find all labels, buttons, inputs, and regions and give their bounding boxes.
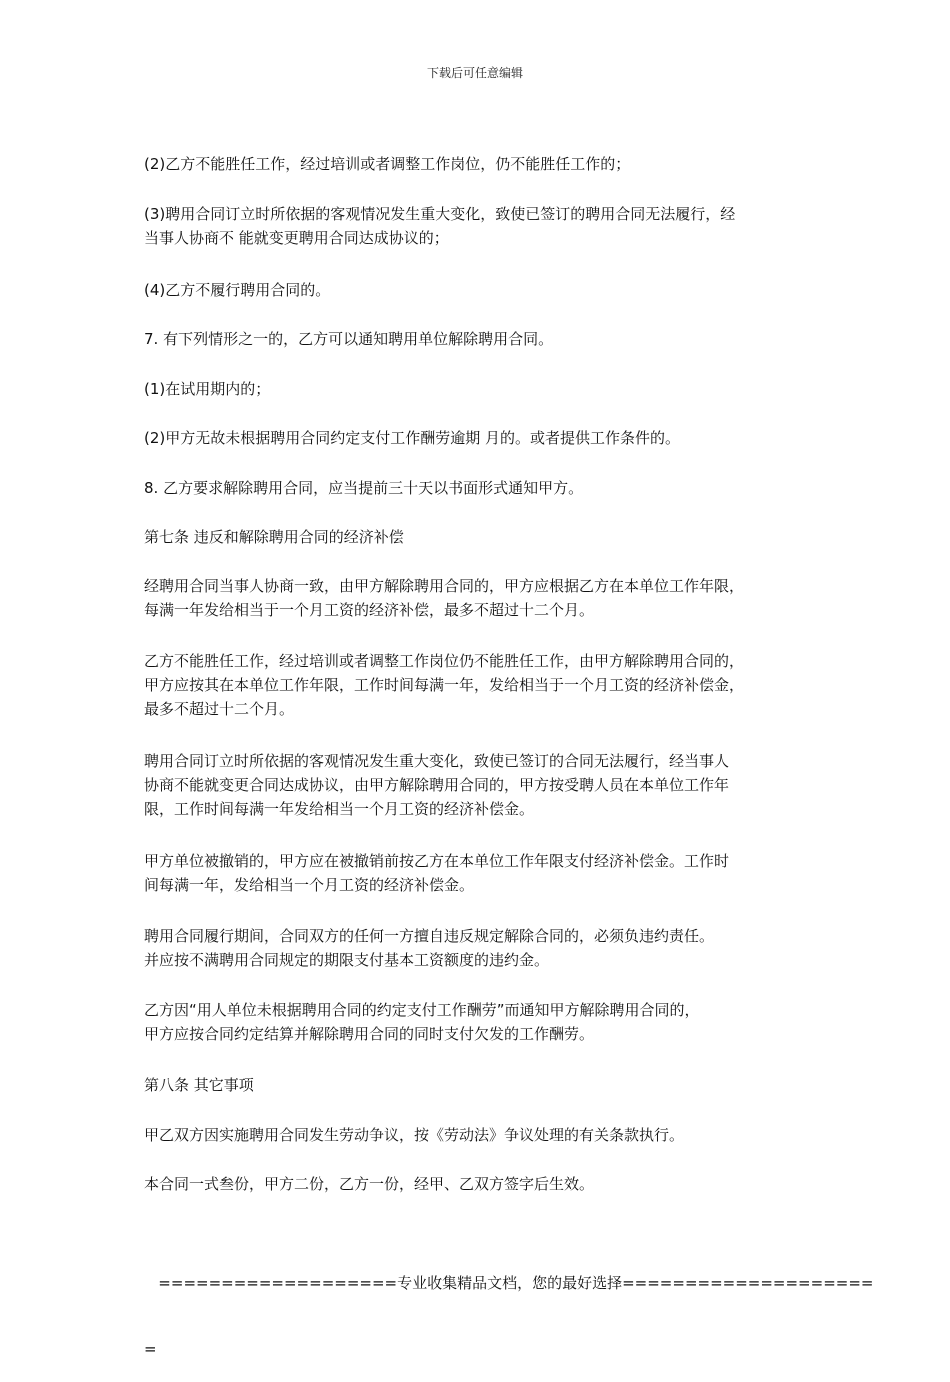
paragraph-compensation-2: 乙方不能胜任工作，经过培训或者调整工作岗位仍不能胜任工作，由甲方解除聘用合同的， 甲方应按其在本单位工作年限，工作时间每满一年，发给相当于一个月工资的经济补偿金， 最多不超过十二个月。 bbox=[144, 652, 745, 718]
paragraph-item-7-1: (1)在试用期内的； bbox=[144, 380, 271, 398]
paragraph-clause-3: (3)聘用合同订立时所依据的客观情况发生重大变化，致使已签订的聘用合同无法履行，经 当事人协商不 能就变更聘用合同达成协议的； bbox=[144, 205, 736, 247]
paragraph-compensation-3: 聘用合同订立时所依据的客观情况发生重大变化，致使已签订的合同无法履行，经当事人 协商不能就变更合同达成协议，由甲方解除聘用合同的，甲方按受聘人员在本单位工作年 限，工作时间每满一年发给相当一个月工资的经济补偿金。 bbox=[144, 752, 730, 818]
paragraph-clause-4: (4)乙方不履行聘用合同的。 bbox=[144, 281, 331, 299]
paragraph-clause-2: (2)乙方不能胜任工作，经过培训或者调整工作岗位，仍不能胜任工作的； bbox=[144, 155, 631, 173]
paragraph-dispute: 甲乙双方因实施聘用合同发生劳动争议，按《劳动法》争议处理的有关条款执行。 bbox=[144, 1126, 685, 1144]
paragraph-item-7: 7. 有下列情形之一的，乙方可以通知聘用单位解除聘用合同。 bbox=[144, 330, 554, 348]
paragraph-compensation-4: 甲方单位被撤销的，甲方应在被撤销前按乙方在本单位工作年限支付经济补偿金。工作时 间每满一年，发给相当一个月工资的经济补偿金。 bbox=[144, 852, 730, 894]
paragraph-unpaid-wages: 乙方因“用人单位未根据聘用合同的约定支付工作酬劳”而通知甲方解除聘用合同的， 甲方应按合同约定结算并解除聘用合同的同时支付欠发的工作酬劳。 bbox=[144, 1001, 700, 1043]
paragraph-item-7-2: (2)甲方无故未根据聘用合同约定支付工作酬劳逾期 月的。或者提供工作条件的。 bbox=[144, 429, 681, 447]
paragraph-liability: 聘用合同履行期间，合同双方的任何一方擅自违反规定解除合同的，必须负违约责任。 并应按不满聘用合同规定的期限支付基本工资额度的违约金。 bbox=[144, 927, 715, 969]
page-header: 下载后可任意编辑 bbox=[426, 66, 523, 80]
footer-banner-overflow: = bbox=[144, 1340, 157, 1358]
paragraph-item-8: 8. 乙方要求解除聘用合同，应当提前三十天以书面形式通知甲方。 bbox=[144, 479, 584, 497]
section-heading-8: 第八条 其它事项 bbox=[144, 1076, 254, 1094]
paragraph-compensation-1: 经聘用合同当事人协商一致，由甲方解除聘用合同的，甲方应根据乙方在本单位工作年限， 每满一年发给相当于一个月工资的经济补偿，最多不超过十二个月。 bbox=[144, 577, 745, 619]
section-heading-7: 第七条 违反和解除聘用合同的经济补偿 bbox=[144, 528, 404, 546]
paragraph-copies: 本合同一式叁份，甲方二份，乙方一份，经甲、乙双方签字后生效。 bbox=[144, 1175, 595, 1193]
footer-banner-line: ===================专业收集精品文档，您的最好选择==================== bbox=[144, 1274, 874, 1292]
page-footer bbox=[144, 1228, 874, 1382]
